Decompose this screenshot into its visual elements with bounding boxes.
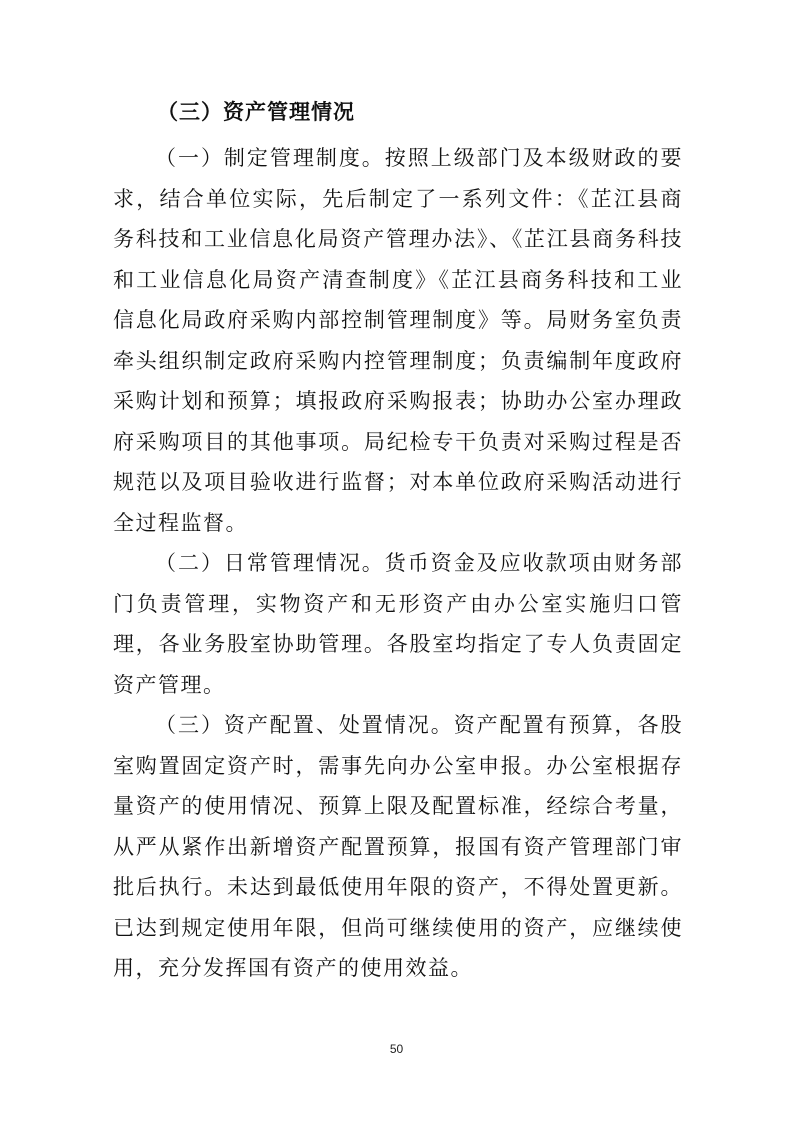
paragraph-management-system: （一）制定管理制度。按照上级部门及本级财政的要求，结合单位实际，先后制定了一系列文件：《芷江县商务科技和工业信息化局资产管理办法》、《芷江县商务科技和工业信息化局资产清查制度》《芷江县商务科技和工业信息化局政府采购内部控制管理制度》等。局财务室负责牵头组织制定政府采购内控管理制度；负责编制年度政府采购计划和预算；填报政府采购报表；协助办公室办理政府采购项目的其他事项。局纪检专干负责对采购过程是否规范以及项目验收进行监督；对本单位政府采购活动进行全过程监督。 <box>113 146 683 535</box>
paragraph-daily-management: （二）日常管理情况。货币资金及应收款项由财务部门负责管理，实物资产和无形资产由办公室实施归口管理，各业务股室协助管理。各股室均指定了专人负责固定资产管理。 <box>113 551 683 697</box>
document-body <box>113 92 683 989</box>
section-heading: （三）资产管理情况 <box>157 100 355 124</box>
paragraph-asset-allocation: （三）资产配置、处置情况。资产配置有预算，各股室购置固定资产时，需事先向办公室申报。办公室根据存量资产的使用情况、预算上限及配置标准，经综合考量，从严从紧作出新增资产配置预算，报国有资产管理部门审批后执行。未达到最低使用年限的资产，不得处置更新。已达到规定使用年限，但尚可继续使用的资产，应继续使用，充分发挥国有资产的使用效益。 <box>113 713 683 980</box>
page-number: 50 <box>389 1042 404 1056</box>
